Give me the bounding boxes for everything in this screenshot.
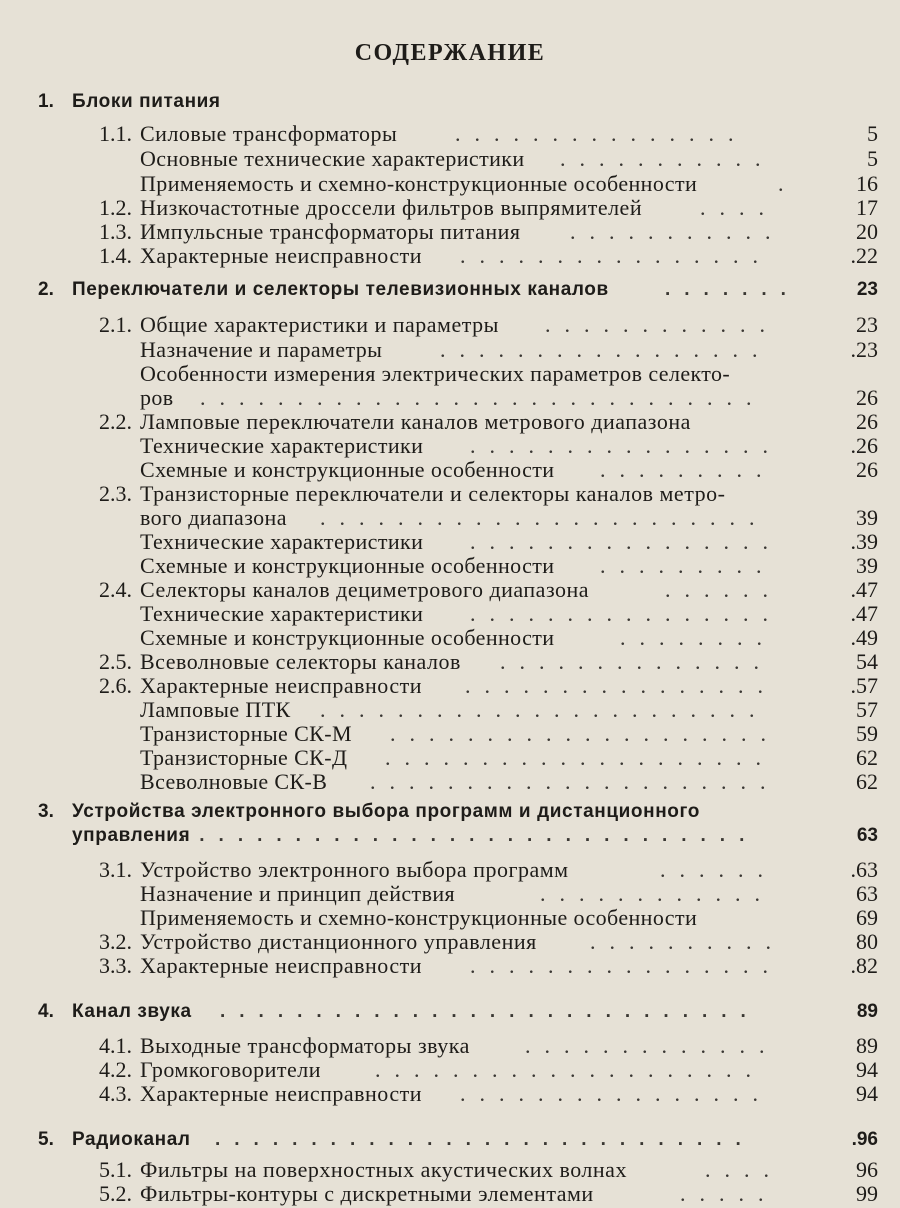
dot-leader: ................ [460, 243, 772, 268]
toc-entry-title: Характерные неисправности [140, 243, 422, 268]
toc-page-number: .63 [850, 857, 878, 882]
toc-page-number: 94 [856, 1057, 878, 1082]
toc-page-number: 39 [856, 505, 878, 530]
toc-entry-number: 2.6. [99, 673, 132, 698]
toc-page-number: .96 [851, 1129, 878, 1150]
toc-entry-number: 5.1. [99, 1157, 132, 1182]
toc-page-number: 17 [856, 195, 878, 220]
dot-leader: ......... [600, 553, 776, 578]
dot-leader: ................ [470, 601, 782, 626]
toc-entry-title: Характерные неисправности [140, 673, 422, 698]
toc-entry-title: Ламповые переключатели каналов метрового диапазона [140, 409, 691, 434]
toc-entry-number: 3. [38, 801, 54, 822]
toc-entry-title: Ламповые ПТК [140, 697, 291, 722]
toc-page-number: 89 [856, 1033, 878, 1058]
toc-page-number: .82 [850, 953, 878, 978]
dot-leader: .................... [375, 1057, 765, 1082]
dot-leader: ............ [540, 881, 774, 906]
toc-entry-number: 4. [38, 1001, 54, 1022]
toc-entry-title: Технические характеристики [140, 433, 424, 458]
dot-leader: ............................ [215, 1129, 755, 1150]
dot-leader: ................ [460, 1081, 772, 1106]
dot-leader: .................... [390, 721, 780, 746]
toc-page-number: 59 [856, 721, 878, 746]
toc-entry-title: Назначение и принцип действия [140, 881, 456, 906]
dot-leader: ........... [560, 146, 775, 171]
dot-leader: .... [700, 195, 778, 220]
dot-leader: ..................... [370, 769, 780, 794]
dot-leader: ...... [665, 577, 782, 602]
toc-page-number: 26 [856, 385, 878, 410]
toc-entry-title: Фильтры на поверхностных акустических волнах [140, 1157, 627, 1182]
toc-page-number: .22 [850, 243, 878, 268]
toc-entry-row [0, 242, 900, 270]
toc-entry-title: Устройство электронного выбора программ [140, 857, 569, 882]
toc-section-row [0, 276, 900, 304]
dot-leader: ................. [440, 337, 772, 362]
toc-page-number: 39 [856, 553, 878, 578]
toc-entry-title: Канал звука [72, 1001, 192, 1022]
toc-entry-number: 2.3. [99, 481, 132, 506]
toc-entry-title: Транзисторные переключатели и селекторы каналов метро- [140, 481, 726, 506]
toc-page-number: 5 [867, 146, 878, 171]
toc-entry-title: Транзисторные СК-М [140, 721, 352, 746]
toc-section-row [0, 998, 900, 1026]
toc-page-number: 89 [856, 1001, 878, 1022]
dot-leader: ................ [465, 673, 777, 698]
dot-leader: .......... [590, 929, 785, 954]
toc-page-number: 63 [856, 825, 878, 846]
toc-page-number: 63 [856, 881, 878, 906]
toc-entry-row [0, 1080, 900, 1108]
toc-entry-title: Особенности измерения электрических параметров селекто- [140, 361, 731, 386]
toc-entry-title: Выходные трансформаторы звука [140, 1033, 470, 1058]
toc-entry-row [0, 120, 900, 148]
dot-leader: .............................. [180, 825, 759, 846]
toc-entry-title: Применяемость и схемно-конструкционные особенности [140, 905, 698, 930]
toc-entry-title: Назначение и параметры [140, 337, 383, 362]
toc-entry-title: Импульсные трансформаторы питания [140, 219, 521, 244]
toc-entry-title: Характерные неисправности [140, 1081, 422, 1106]
dot-leader: ........... [570, 219, 785, 244]
toc-page-number: .26 [850, 433, 878, 458]
toc-page-number: .47 [850, 577, 878, 602]
toc-entry-title: Технические характеристики [140, 529, 424, 554]
toc-entry-number: 1.1. [99, 121, 132, 146]
toc-entry-title: Блоки питания [72, 91, 221, 112]
toc-entry-number: 2.5. [99, 649, 132, 674]
toc-entry-title: Всеволновые селекторы каналов [140, 649, 461, 674]
toc-entry-number: 3.3. [99, 953, 132, 978]
dot-leader: ....... [665, 279, 800, 300]
toc-entry-number: 2.4. [99, 577, 132, 602]
toc-entry-title: Фильтры-контуры с дискретными элементами [140, 1181, 594, 1206]
toc-page-number: 16 [856, 171, 878, 196]
toc-entry-title: Всеволновые СК-В [140, 769, 328, 794]
toc-entry-title: Характерные неисправности [140, 953, 422, 978]
dot-leader: ......... [600, 457, 776, 482]
dot-leader: ................ [470, 529, 782, 554]
toc-entry-number: 5. [38, 1129, 54, 1150]
toc-page-number: 69 [856, 905, 878, 930]
toc-page-number: 23 [856, 279, 878, 300]
dot-leader: ...... [660, 857, 777, 882]
toc-entry-number: 1. [38, 91, 54, 112]
dot-leader: ....................... [320, 505, 769, 530]
toc-page-number: .49 [850, 625, 878, 650]
dot-leader: . [778, 171, 798, 196]
dot-leader: ............................ [220, 1001, 760, 1022]
toc-entry-title: Устройство дистанционного управления [140, 929, 537, 954]
toc-page-number: 62 [856, 745, 878, 770]
toc-entry-title: Технические характеристики [140, 601, 424, 626]
toc-page-number: 99 [856, 1181, 878, 1206]
toc-entry-title: Схемные и конструкционные особенности [140, 625, 555, 650]
dot-leader: ............................. [200, 385, 766, 410]
dot-leader: .................... [385, 745, 775, 770]
toc-entry-number: 5.2. [99, 1181, 132, 1206]
toc-page-number: 94 [856, 1081, 878, 1106]
toc-entry-title: Основные технические характеристики [140, 146, 525, 171]
toc-entry-title: ров [140, 385, 174, 410]
toc-entry-title: управления [72, 825, 191, 846]
dot-leader: ..... [680, 1181, 778, 1206]
toc-entry-title: Схемные и конструкционные особенности [140, 457, 555, 482]
dot-leader: ........ [620, 625, 776, 650]
toc-page-number: 20 [856, 219, 878, 244]
toc-page-number: .57 [850, 673, 878, 698]
toc-entry-number: 2. [38, 279, 54, 300]
dot-leader: ............. [525, 1033, 779, 1058]
dot-leader: ................ [470, 953, 782, 978]
toc-page-number: 62 [856, 769, 878, 794]
toc-entry-row [0, 952, 900, 980]
toc-entry-title: Силовые трансформаторы [140, 121, 398, 146]
toc-entry-number: 4.1. [99, 1033, 132, 1058]
toc-entry-title: Схемные и конструкционные особенности [140, 553, 555, 578]
toc-page-number: 26 [856, 457, 878, 482]
toc-page-number: 5 [867, 121, 878, 146]
toc-entry-title: Устройства электронного выбора программ и дистанционного [72, 801, 700, 822]
toc-entry-row [0, 1180, 900, 1208]
toc-entry-number: 1.2. [99, 195, 132, 220]
dot-leader: ............ [545, 312, 779, 337]
toc-entry-number: 2.2. [99, 409, 132, 434]
toc-page-number: 57 [856, 697, 878, 722]
toc-page-number: .39 [850, 529, 878, 554]
toc-entry-row [0, 768, 900, 796]
dot-leader: ................ [470, 433, 782, 458]
toc-page-number: 54 [856, 649, 878, 674]
toc-entry-number: 3.2. [99, 929, 132, 954]
toc-entry-title: Применяемость и схемно-конструкционные особенности [140, 171, 698, 196]
toc-entry-title: Транзисторные СК-Д [140, 745, 348, 770]
toc-entry-row [0, 311, 900, 339]
dot-leader: .............. [500, 649, 773, 674]
toc-section-row [0, 822, 900, 850]
toc-page-number: 80 [856, 929, 878, 954]
toc-entry-title: Радиоканал [72, 1129, 191, 1150]
toc-entry-row [0, 145, 900, 173]
dot-leader: ............... [455, 121, 748, 146]
toc-entry-number: 2.1. [99, 312, 132, 337]
toc-page-number: 23 [856, 312, 878, 337]
toc-entry-number: 4.3. [99, 1081, 132, 1106]
toc-entry-number: 3.1. [99, 857, 132, 882]
toc-section-row [0, 88, 900, 116]
dot-leader: .... [705, 1157, 783, 1182]
toc-entry-number: 1.4. [99, 243, 132, 268]
toc-entry-title: Низкочастотные дроссели фильтров выпрямителей [140, 195, 643, 220]
toc-entry-number: 1.3. [99, 219, 132, 244]
toc-page-number: .23 [850, 337, 878, 362]
toc-entry-title: Громкоговорители [140, 1057, 322, 1082]
toc-section-row [0, 1126, 900, 1154]
toc-entry-title: Общие характеристики и параметры [140, 312, 499, 337]
toc-entry-title: Селекторы каналов дециметрового диапазона [140, 577, 590, 602]
toc-page-number: 96 [856, 1157, 878, 1182]
page-title: СОДЕРЖАНИЕ [354, 40, 546, 66]
toc-entry-title: Переключатели и селекторы телевизионных каналов [72, 279, 609, 300]
toc-entry-title: вого диапазона [140, 505, 287, 530]
toc-page-number: 26 [856, 409, 878, 434]
toc-page-number: .47 [850, 601, 878, 626]
toc-entry-number: 4.2. [99, 1057, 132, 1082]
dot-leader: ....................... [320, 697, 769, 722]
